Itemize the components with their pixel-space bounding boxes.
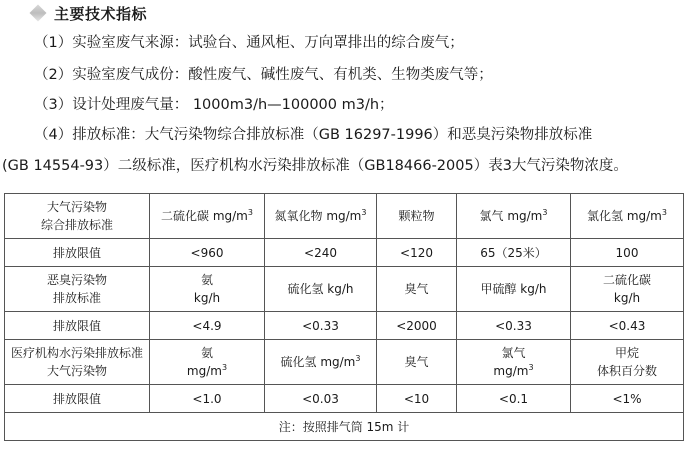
table-cell: <4.9 <box>150 312 265 340</box>
table-cell: 氯气 $mg/m^3$ <box>457 340 571 385</box>
table-cell: <0.43 <box>571 312 684 340</box>
table-cell: 甲硫醇 kg/h <box>457 267 571 312</box>
table-cell: 排放限值 <box>5 385 150 413</box>
table-cell: <10 <box>377 385 457 413</box>
table-cell: <0.03 <box>265 385 377 413</box>
table-row <box>5 312 684 340</box>
table-cell: 臭气 <box>377 340 457 385</box>
table-row <box>5 385 684 413</box>
table-cell: 排放限值 <box>5 312 150 340</box>
table-row <box>5 239 684 267</box>
table-cell: 氯气 $mg/m^3$ <box>457 194 571 239</box>
table-cell: 颗粒物 <box>377 194 457 239</box>
table-cell: 硫化氢 $mg/m^3$ <box>265 340 377 385</box>
table-note: 注：按照排气筒 15m 计 <box>5 413 684 441</box>
diamond-bullet-icon <box>30 5 47 22</box>
emission-standards-table <box>4 193 684 441</box>
table-cell: 医疗机构水污染排放标准 大气污染物 <box>5 340 150 385</box>
table-cell: 排放限值 <box>5 239 150 267</box>
table-row <box>5 194 684 239</box>
table-cell: <1.0 <box>150 385 265 413</box>
table-cell: 氯化氢 $mg/m^3$ <box>571 194 684 239</box>
table-cell: 恶臭污染物 排放标准 <box>5 267 150 312</box>
table-cell: <0.33 <box>457 312 571 340</box>
table-cell: 硫化氢 kg/h <box>265 267 377 312</box>
paragraph-source: （1）实验室废气来源：试验台、通风柜、万向罩排出的综合废气； <box>34 35 464 51</box>
table-cell: 氨 $mg/m^3$ <box>150 340 265 385</box>
paragraph-standards-line2: (GB 14554-93）二级标准，医疗机构水污染排放标准（GB18466-2005）表3大气污染物浓度。 <box>2 158 628 174</box>
section-heading-row <box>30 2 147 24</box>
section-heading: 主要技术指标 <box>54 4 148 23</box>
paragraph-standards-line1: （4）排放标准：大气污染物综合排放标准（GB 16297-1996）和恶臭污染物排放标准 <box>34 127 593 143</box>
table-cell: 65（25米） <box>457 239 571 267</box>
table-cell: 100 <box>571 239 684 267</box>
table-row <box>5 340 684 385</box>
table-cell: <120 <box>377 239 457 267</box>
table-cell: 氮氧化物 $mg/m^3$ <box>265 194 377 239</box>
table-cell: 氨 kg/h <box>150 267 265 312</box>
table-cell: 甲烷 体积百分数 <box>571 340 684 385</box>
paragraph-volume: （3）设计处理废气量： 1000m3/h—100000 m3/h； <box>34 97 394 113</box>
table-cell: <1% <box>571 385 684 413</box>
table-cell: 臭气 <box>377 267 457 312</box>
table-cell: <960 <box>150 239 265 267</box>
table-cell: <0.33 <box>265 312 377 340</box>
paragraph-composition: （2）实验室废气成份：酸性废气、碱性废气、有机类、生物类废气等； <box>34 67 493 83</box>
table-row <box>5 413 684 441</box>
table-row <box>5 267 684 312</box>
table-cell: 大气污染物 综合排放标准 <box>5 194 150 239</box>
table-cell: <0.1 <box>457 385 571 413</box>
table-cell: <2000 <box>377 312 457 340</box>
table-cell: 二硫化碳 kg/h <box>571 267 684 312</box>
table-cell: <240 <box>265 239 377 267</box>
table-cell: 二硫化碳 $mg/m^3$ <box>150 194 265 239</box>
